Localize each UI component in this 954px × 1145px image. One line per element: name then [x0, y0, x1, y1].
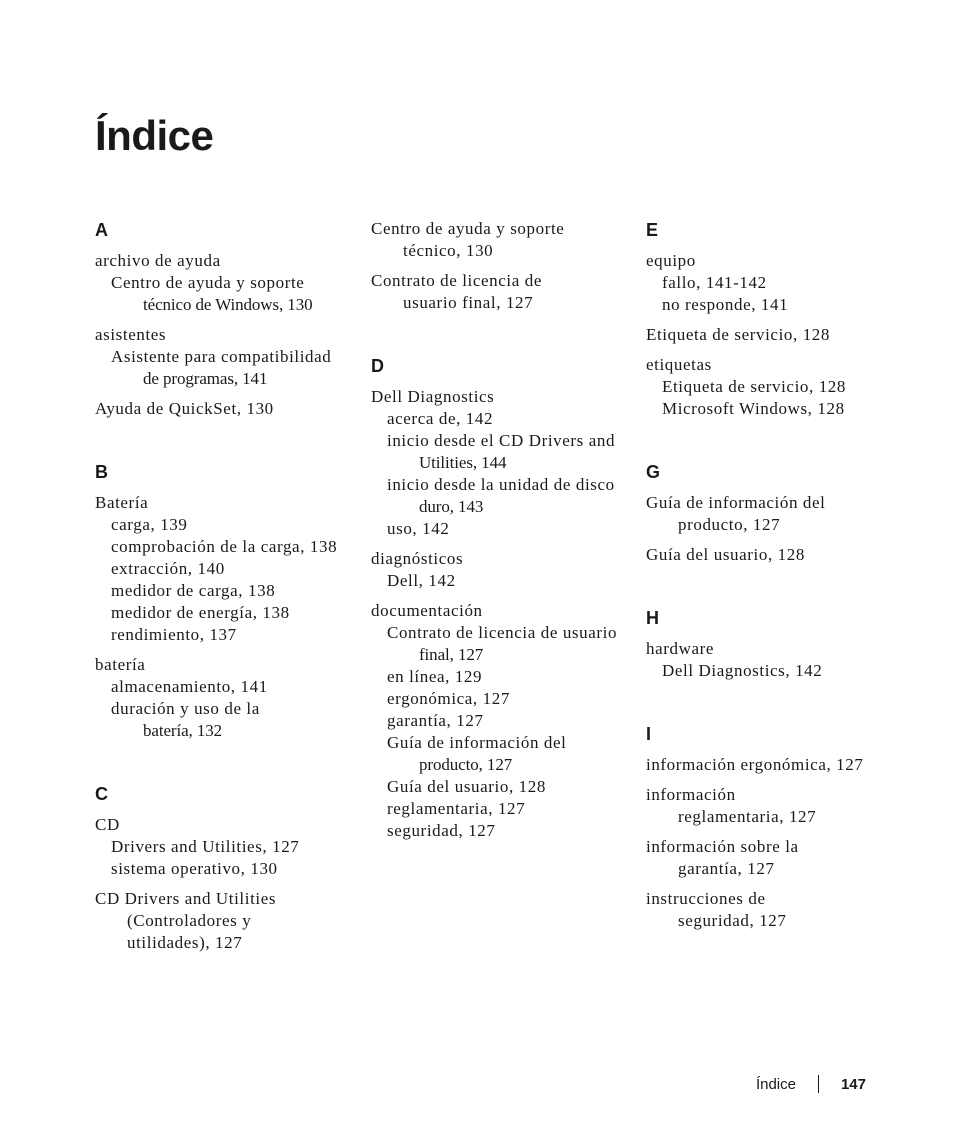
index-subentry	[371, 666, 621, 688]
index-entry-term: información	[646, 785, 736, 804]
index-entry	[646, 888, 896, 932]
index-subentry-text: Etiqueta de servicio, 128	[662, 377, 847, 396]
index-subentry-text: carga, 139	[111, 515, 188, 534]
page-number: 147	[840, 1075, 866, 1093]
index-subentry-continuation: duro, 143	[419, 497, 484, 516]
index-entry-term: CD Drivers and Utilities	[95, 889, 277, 908]
index-subentry	[95, 536, 345, 558]
index-entry	[371, 600, 621, 842]
footer-divider	[818, 1075, 819, 1093]
index-letter-group	[95, 460, 345, 742]
index-subentry-text: almacenamiento, 141	[111, 677, 268, 696]
page-footer	[756, 1075, 866, 1093]
index-subentry	[371, 622, 621, 666]
index-subentry-continuation: producto, 127	[419, 755, 513, 774]
index-subentry-continuation: técnico de Windows, 130	[143, 295, 313, 314]
index-subentry-text: sistema operativo, 130	[111, 859, 278, 878]
index-subentry-text: garantía, 127	[387, 711, 484, 730]
index-subentry-text: medidor de carga, 138	[111, 581, 276, 600]
index-subentry-text: no responde, 141	[662, 295, 789, 314]
index-column-1	[95, 218, 345, 954]
index-subentry	[371, 776, 621, 798]
index-subentry	[95, 836, 345, 858]
index-subentry-text: rendimiento, 137	[111, 625, 237, 644]
index-letter-heading: C	[95, 784, 108, 804]
index-subentry	[95, 858, 345, 880]
index-subentry-text: inicio desde la unidad de disco	[387, 475, 615, 494]
index-entry	[371, 218, 621, 262]
index-subentry	[371, 710, 621, 732]
index-entry	[646, 754, 896, 776]
index-entry	[371, 548, 621, 592]
index-entry	[95, 398, 345, 420]
index-subentry	[371, 430, 621, 474]
index-subentry-continuation: final, 127	[419, 645, 484, 664]
index-subentry-text: en línea, 129	[387, 667, 483, 686]
index-subentry-text: extracción, 140	[111, 559, 225, 578]
index-subentry-text: inicio desde el CD Drivers and	[387, 431, 616, 450]
index-entry-term: Centro de ayuda y soporte	[371, 219, 565, 238]
index-subentry	[95, 676, 345, 698]
index-entry	[646, 492, 896, 536]
index-entry-term: batería	[95, 655, 146, 674]
index-subentry	[646, 660, 896, 682]
page-title: Índice	[95, 112, 214, 159]
index-column-3	[646, 218, 896, 932]
index-subentry	[371, 518, 621, 540]
index-subentry	[371, 732, 621, 776]
index-subentry	[371, 820, 621, 842]
index-subentry-text: Guía de información del	[387, 733, 567, 752]
index-letter-heading: I	[646, 724, 652, 744]
index-letter-heading: H	[646, 608, 659, 628]
index-subentry-text: Microsoft Windows, 128	[662, 399, 845, 418]
index-letter-group	[646, 460, 896, 566]
index-entry-term: CD	[95, 815, 120, 834]
index-subentry-text: comprobación de la carga, 138	[111, 537, 338, 556]
index-entry	[95, 814, 345, 880]
index-entry-term-continuation: reglamentaria, 127	[678, 807, 817, 826]
index-entry-term: diagnósticos	[371, 549, 464, 568]
index-letter-heading: B	[95, 462, 108, 482]
index-letter-heading: E	[646, 220, 659, 240]
index-entry-term: información ergonómica, 127	[646, 755, 864, 774]
index-subentry	[95, 558, 345, 580]
index-subentry-continuation: Utilities, 144	[419, 453, 507, 472]
footer-section-label: Índice	[755, 1075, 796, 1093]
index-entry	[646, 324, 896, 346]
index-subentry-text: Centro de ayuda y soporte	[111, 273, 305, 292]
index-entry	[95, 654, 345, 742]
index-subentry-text: Asistente para compatibilidad	[111, 347, 332, 366]
index-subentry	[371, 570, 621, 592]
index-entry-term: Batería	[95, 493, 149, 512]
index-entry	[646, 784, 896, 828]
index-entry	[371, 270, 621, 314]
index-letter-group	[95, 218, 345, 420]
index-entry-term: Etiqueta de servicio, 128	[646, 325, 831, 344]
index-entry-term: Contrato de licencia de	[371, 271, 542, 290]
index-subentry	[646, 294, 896, 316]
index-entry-term: Dell Diagnostics	[371, 387, 495, 406]
index-subentry	[95, 624, 345, 646]
index-entry-term-continuation: seguridad, 127	[678, 911, 787, 930]
index-entry	[95, 324, 345, 390]
index-subentry	[646, 272, 896, 294]
index-entry	[646, 354, 896, 420]
index-subentry	[95, 602, 345, 624]
index-entry-term: instrucciones de	[646, 889, 766, 908]
index-entry	[646, 836, 896, 880]
index-subentry	[371, 798, 621, 820]
index-subentry	[95, 346, 345, 390]
index-subentry	[95, 698, 345, 742]
index-subentry-text: ergonómica, 127	[387, 689, 510, 708]
index-subentry-continuation: de programas, 141	[143, 369, 268, 388]
index-entry	[646, 638, 896, 682]
index-letter-group	[371, 354, 621, 842]
index-entry	[95, 492, 345, 646]
index-entry	[95, 250, 345, 316]
index-entry-term: etiquetas	[646, 355, 712, 374]
index-entry	[646, 544, 896, 566]
index-subentry-text: Dell Diagnostics, 142	[662, 661, 823, 680]
index-entry-term: hardware	[646, 639, 715, 658]
index-subentry	[95, 272, 345, 316]
index-entry-term-continuation: garantía, 127	[678, 859, 775, 878]
index-entry-term-continuation: (Controladores y	[127, 911, 252, 930]
index-entry	[646, 250, 896, 316]
index-subentry-text: Drivers and Utilities, 127	[111, 837, 300, 856]
index-subentry	[371, 688, 621, 710]
index-subentry-text: reglamentaria, 127	[387, 799, 526, 818]
index-subentry-continuation: batería, 132	[143, 721, 223, 740]
index-letter-heading: D	[371, 356, 384, 376]
index-letter-group	[371, 218, 621, 314]
index-subentry	[371, 474, 621, 518]
index-letter-group	[646, 722, 896, 932]
index-entry	[95, 888, 345, 954]
index-entry-term: información sobre la	[646, 837, 799, 856]
index-entry-term-continuation: usuario final, 127	[403, 293, 534, 312]
index-subentry-text: duración y uso de la	[111, 699, 260, 718]
index-letter-group	[646, 218, 896, 420]
index-entry-term-continuation: técnico, 130	[403, 241, 494, 260]
index-column-2	[371, 218, 621, 842]
index-subentry	[95, 580, 345, 602]
index-entry-term: Guía del usuario, 128	[646, 545, 805, 564]
index-entry-term-continuation: utilidades), 127	[127, 933, 243, 952]
index-subentry-text: fallo, 141-142	[662, 273, 767, 292]
index-subentry-text: medidor de energía, 138	[111, 603, 290, 622]
index-subentry-text: Dell, 142	[387, 571, 456, 590]
index-entry-term: documentación	[371, 601, 483, 620]
index-entry-term: Guía de información del	[646, 493, 826, 512]
index-letter-group	[95, 782, 345, 954]
index-entry-term: archivo de ayuda	[95, 251, 221, 270]
index-letter-group	[646, 606, 896, 682]
index-entry-term: equipo	[646, 251, 696, 270]
index-subentry-text: acerca de, 142	[387, 409, 494, 428]
index-entry-term: asistentes	[95, 325, 167, 344]
index-subentry-text: Guía del usuario, 128	[387, 777, 546, 796]
index-entry-term: Ayuda de QuickSet, 130	[95, 399, 274, 418]
index-subentry-text: seguridad, 127	[387, 821, 496, 840]
index-subentry	[646, 398, 896, 420]
index-subentry	[371, 408, 621, 430]
index-subentry	[95, 514, 345, 536]
index-subentry-text: uso, 142	[387, 519, 450, 538]
index-entry	[371, 386, 621, 540]
index-subentry-text: Contrato de licencia de usuario	[387, 623, 618, 642]
index-subentry	[646, 376, 896, 398]
index-entry-term-continuation: producto, 127	[678, 515, 781, 534]
index-letter-heading: A	[95, 220, 108, 240]
index-letter-heading: G	[646, 462, 661, 482]
